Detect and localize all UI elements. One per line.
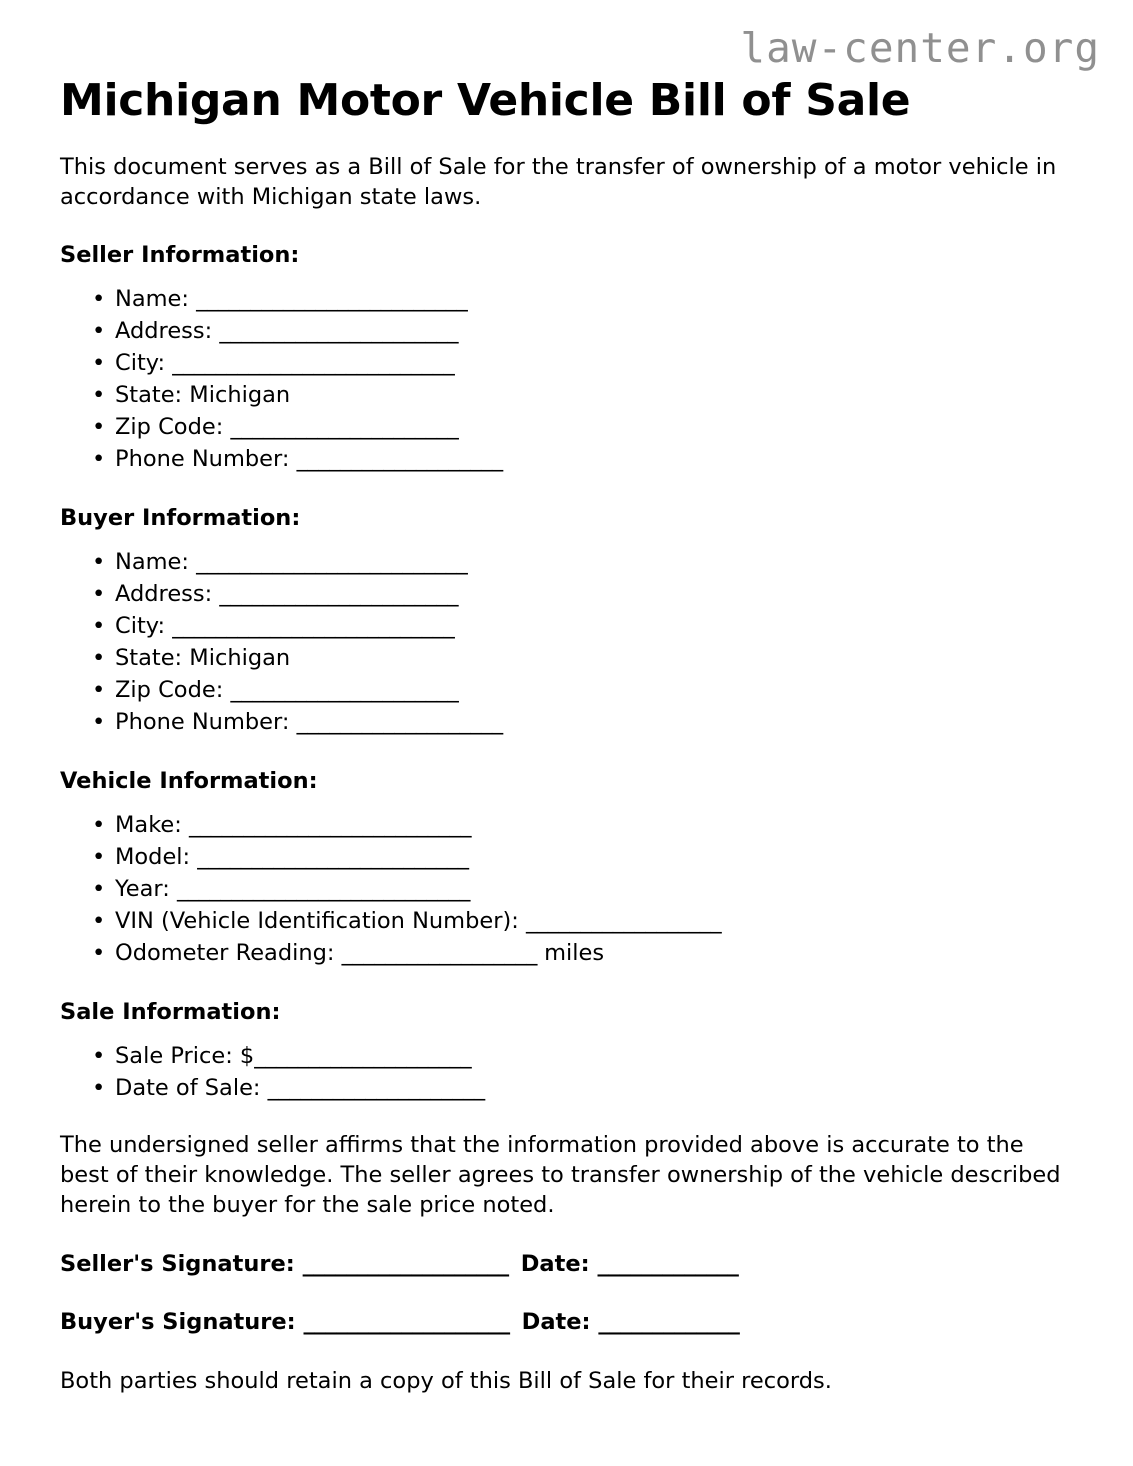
field-label: Year:: [115, 875, 170, 902]
bullet-icon: •: [92, 645, 106, 672]
field-label: State: Michigan: [115, 645, 291, 672]
field-label: Model:: [115, 844, 191, 871]
field-blank[interactable]: ___________________________: [176, 875, 470, 902]
bullet-icon: •: [92, 708, 106, 735]
bullet-icon: •: [92, 414, 106, 441]
bullet-icon: •: [92, 549, 106, 576]
list-item: [92, 1073, 1073, 1105]
signatures-container: [60, 1221, 1073, 1338]
field-label: Zip Code:: [115, 414, 224, 441]
signature-row: [60, 1221, 1073, 1279]
bullet-icon: •: [92, 581, 106, 608]
list-item: [92, 579, 1073, 611]
field-label: City:: [115, 613, 166, 640]
field-blank[interactable]: __________________: [525, 907, 722, 934]
field-blank[interactable]: _____________________: [230, 676, 459, 703]
signature-row: [60, 1279, 1073, 1337]
list-item: [92, 906, 1073, 938]
list-item: [92, 938, 1073, 970]
field-label: Make:: [115, 812, 182, 839]
field-label: Odometer Reading:: [115, 939, 335, 966]
list-item: [92, 284, 1073, 316]
bullet-icon: •: [92, 812, 106, 839]
field-blank[interactable]: _____________________: [230, 414, 459, 441]
field-blank[interactable]: _________________________: [196, 286, 468, 313]
field-label: Date of Sale:: [115, 1074, 261, 1101]
list-item: [92, 380, 1073, 412]
list-item: [92, 842, 1073, 874]
field-blank[interactable]: _________________________: [197, 844, 469, 871]
date-blank[interactable]: _____________: [598, 1308, 740, 1335]
page-title: Michigan Motor Vehicle Bill of Sale: [60, 75, 911, 126]
bullet-icon: •: [92, 318, 106, 345]
bullet-icon: •: [92, 676, 106, 703]
list-item: [92, 547, 1073, 579]
field-label: State: Michigan: [115, 382, 291, 409]
signature-blank[interactable]: ___________________: [302, 1250, 509, 1277]
signature-label: Seller's Signature:: [60, 1250, 295, 1277]
field-label: City:: [115, 350, 166, 377]
field-list: [60, 796, 1073, 970]
bullet-icon: •: [92, 446, 106, 473]
bullet-icon: •: [92, 1043, 106, 1070]
list-item: [92, 316, 1073, 348]
field-blank[interactable]: __________________: [341, 939, 537, 966]
list-item: [92, 611, 1073, 643]
field-label: Sale Price: $: [115, 1043, 255, 1070]
field-blank[interactable]: ____________________: [254, 1043, 472, 1070]
bullet-icon: •: [92, 907, 106, 934]
field-blank[interactable]: ______________________: [219, 581, 459, 608]
field-blank[interactable]: _________________________: [196, 549, 468, 576]
bullet-icon: •: [92, 1074, 106, 1101]
bullet-icon: •: [92, 286, 106, 313]
field-label: Address:: [115, 581, 213, 608]
bullet-icon: •: [92, 939, 106, 966]
section-heading: Buyer Information:: [60, 504, 301, 531]
field-suffix: miles: [536, 939, 605, 966]
site-watermark: law-center.org: [740, 24, 1100, 72]
field-label: VIN (Vehicle Identification Number):: [115, 907, 519, 934]
section-heading: Seller Information:: [60, 242, 300, 269]
list-item: [92, 412, 1073, 444]
list-item: [92, 444, 1073, 476]
sections-container: [60, 213, 1073, 1105]
field-blank[interactable]: __________________________: [172, 613, 455, 640]
intro-paragraph: This document serves as a Bill of Sale for the transfer of ownership of a motor vehicle in accordance with Michigan state laws.: [60, 154, 1057, 211]
date-label: Date:: [520, 1250, 590, 1277]
bullet-icon: •: [92, 875, 106, 902]
bullet-icon: •: [92, 844, 106, 871]
field-list: [60, 1027, 1073, 1105]
field-label: Name:: [115, 286, 189, 313]
field-label: Zip Code:: [115, 676, 224, 703]
list-item: [92, 707, 1073, 739]
list-item: [92, 874, 1073, 906]
bullet-icon: •: [92, 382, 106, 409]
field-blank[interactable]: __________________________: [189, 812, 472, 839]
field-blank[interactable]: __________________________: [172, 350, 455, 377]
section-heading: Sale Information:: [60, 998, 281, 1025]
field-label: Address:: [115, 318, 213, 345]
signature-blank[interactable]: ___________________: [303, 1308, 510, 1335]
field-label: Phone Number:: [115, 708, 290, 735]
field-label: Phone Number:: [115, 446, 290, 473]
affirmation-paragraph: The undersigned seller affirms that the information provided above is accurate to the best of their knowledge. The seller agrees to transfer ownership of the vehicle described herein to the buyer for the sale price noted.: [60, 1131, 1061, 1218]
bullet-icon: •: [92, 613, 106, 640]
list-item: [92, 810, 1073, 842]
date-blank[interactable]: _____________: [597, 1250, 739, 1277]
list-item: [92, 348, 1073, 380]
field-blank[interactable]: ___________________: [296, 708, 503, 735]
footer-note: Both parties should retain a copy of this Bill of Sale for their records.: [60, 1368, 832, 1395]
field-list: [60, 270, 1073, 476]
list-item: [92, 643, 1073, 675]
section-heading: Vehicle Information:: [60, 767, 318, 794]
signature-label: Buyer's Signature:: [60, 1308, 296, 1335]
field-blank[interactable]: ____________________: [267, 1074, 485, 1101]
bullet-icon: •: [92, 350, 106, 377]
date-label: Date:: [521, 1308, 591, 1335]
field-blank[interactable]: ______________________: [219, 318, 459, 345]
field-list: [60, 533, 1073, 739]
list-item: [92, 1041, 1073, 1073]
list-item: [92, 675, 1073, 707]
field-blank[interactable]: ___________________: [296, 446, 503, 473]
field-label: Name:: [115, 549, 189, 576]
